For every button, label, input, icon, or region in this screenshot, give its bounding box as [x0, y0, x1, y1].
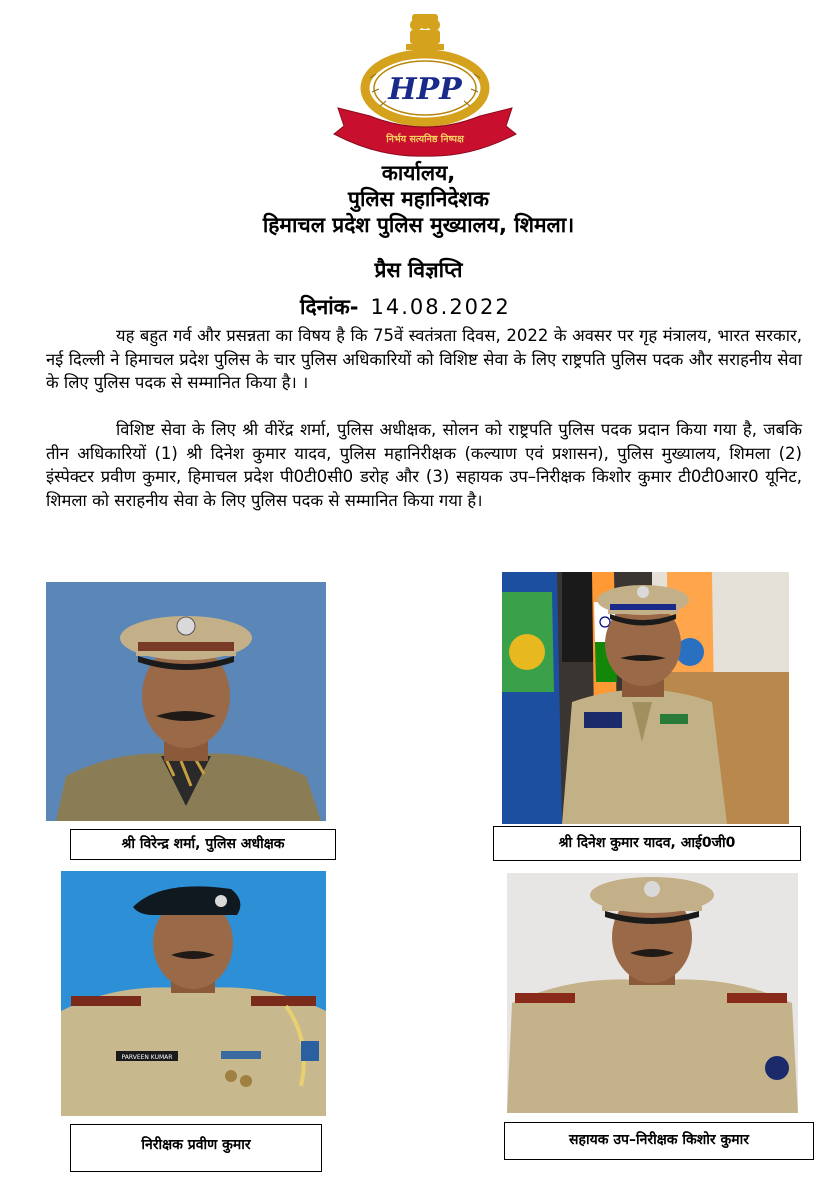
officer-caption-1: श्री विरेन्द्र शर्मा, पुलिस अधीक्षक [70, 829, 336, 860]
office-heading: कार्यालय, [381, 161, 456, 185]
officer-photo-3 [61, 871, 326, 1116]
hp-police-emblem-icon [330, 8, 520, 158]
emblem-initials: HPP [388, 72, 462, 107]
officer-photo-1 [46, 576, 326, 821]
document-title: प्रैस विज्ञप्ति [374, 258, 463, 282]
emblem-motto: निर्भय सत्यनिष्ठ निष्पक्ष [386, 134, 464, 145]
name-tag-text: PARVEEN KUMAR [121, 1054, 173, 1061]
office-designation: पुलिस महानिदेशक [348, 187, 489, 211]
officer-caption-2: श्री दिनेश कुमार यादव, आई0जी0 [493, 826, 801, 861]
press-release-paragraph-2: विशिष्ट सेवा के लिए श्री वीरेंद्र शर्मा, पुलिस अधीक्षक, सोलन को राष्ट्रपति पुलिस पदक प्रदान किया गया है, जबकि तीन अधिकारियों (1) श्री दिनेश कुमार यादव, पुलिस महानिरीक्षक (कल्याण एवं प्रशासन), पुलिस मुख्यालय, शिमला (2) इंस्पेक्टर प्रवीण कुमार, हिमाचल प्रदेश पी0टी0सी0 डरोह और (3) सहायक उप–निरीक्षक किशोर कुमार टी0टी0आर0 यूनिट, शिमला को सराहनीय सेवा के लिए पुलिस पदक से सम्मानित किया गया है। [46, 420, 802, 510]
officer-caption-4: सहायक उप–निरीक्षक किशोर कुमार [504, 1122, 814, 1160]
press-release-paragraph-1: यह बहुत गर्व और प्रसन्नता का विषय है कि 75वें स्वतंत्रता दिवस, 2022 के अवसर पर गृह मंत्रालय, भारत सरकार, नई दिल्ली ने हिमाचल प्रदेश पुलिस के चार पुलिस अधिकारियों को विशिष्ट सेवा के लिए राष्ट्रपति पुलिस पदक और सराहनीय सेवा के लिए पुलिस पदक से सम्मानित किया है। । [46, 326, 802, 392]
date-line [300, 294, 511, 320]
officer-caption-3: निरीक्षक प्रवीण कुमार [70, 1124, 322, 1172]
date-label: दिनांक- [300, 295, 359, 319]
office-location: हिमाचल प्रदेश पुलिस मुख्यालय, शिमला। [262, 213, 575, 237]
officer-photo-4 [507, 873, 798, 1113]
officer-photo-2 [502, 572, 789, 824]
date-value: 14.08.2022 [370, 295, 511, 319]
